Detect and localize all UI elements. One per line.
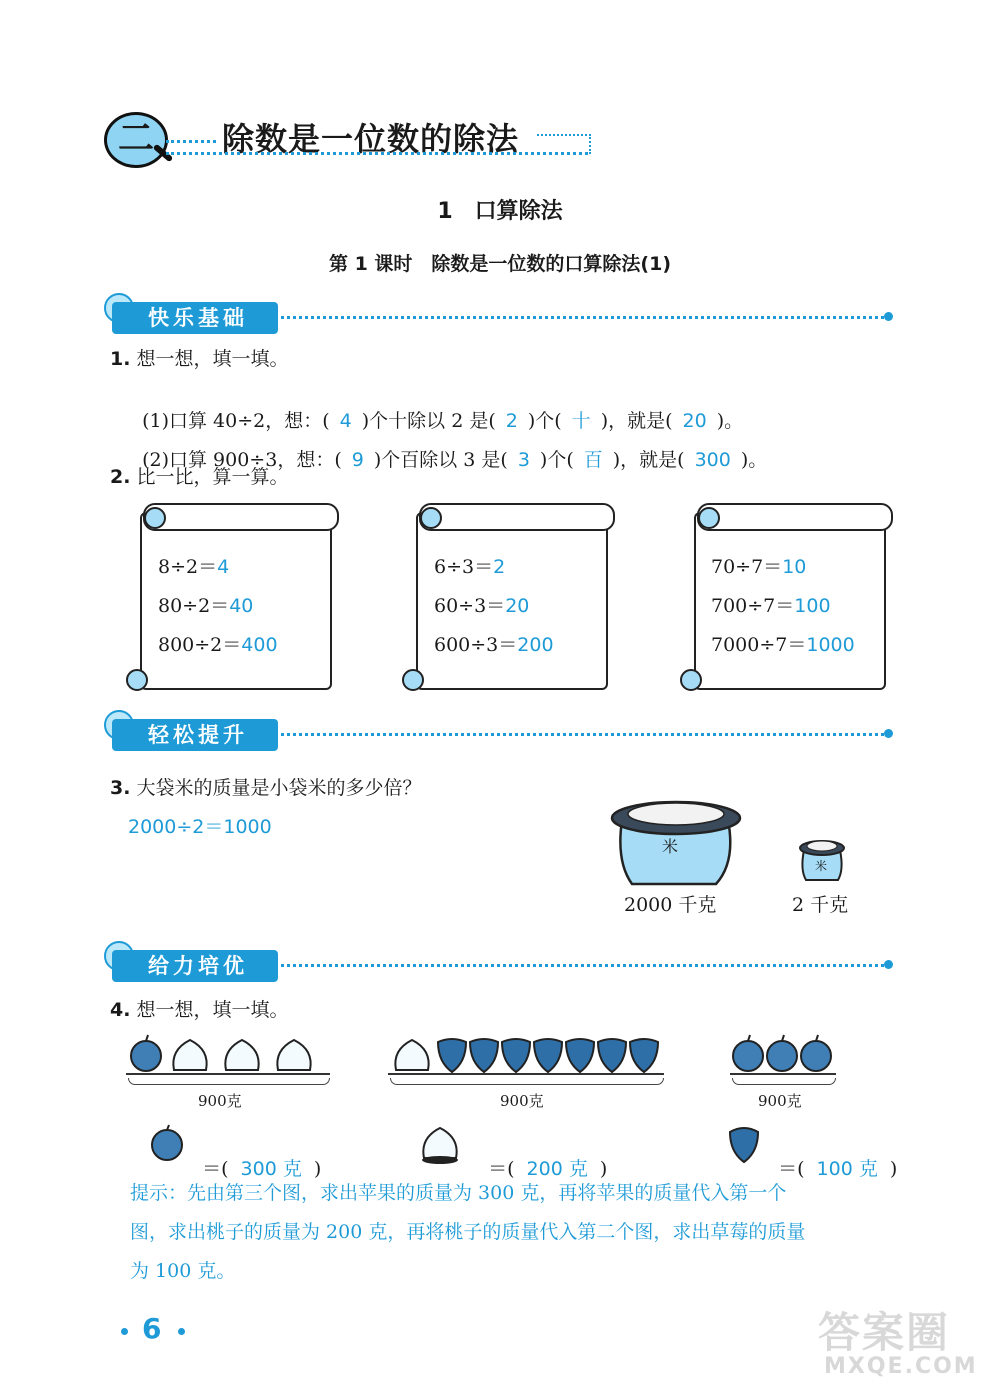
eq-open: ＝( <box>488 1158 515 1180</box>
expr: 800÷2＝ <box>158 634 242 656</box>
expr: 600÷3＝ <box>434 634 518 656</box>
q1-number: 1. <box>110 348 131 370</box>
small-bag-mark: 米 <box>815 859 828 873</box>
big-bag-mark: 米 <box>662 837 679 856</box>
q1-stem <box>110 344 289 371</box>
chapter-title: 除数是一位数的除法 <box>222 120 520 158</box>
apple-icon <box>767 1035 797 1071</box>
scroll-1-row-1 <box>158 552 229 579</box>
apple-answer <box>190 1132 321 1181</box>
eq-close: ) <box>599 1158 608 1180</box>
q1-p1-text-e: )。 <box>716 410 744 432</box>
peach-icon <box>395 1040 428 1070</box>
fruit-group-2 <box>388 1032 664 1076</box>
scroll-top-2 <box>419 503 615 531</box>
weight-brace <box>732 1078 836 1085</box>
group-1-weight: 900克 <box>198 1092 242 1110</box>
eq-open: ＝( <box>778 1158 805 1180</box>
answer: 4 <box>217 556 230 578</box>
q1-p1-text-b: )个十除以 2 是( <box>361 410 496 432</box>
scroll-2-row-3 <box>434 630 554 657</box>
peach-icon <box>173 1040 206 1070</box>
expr: 60÷3＝ <box>434 595 506 617</box>
scroll-2-row-2 <box>434 591 529 618</box>
q1-p1-answer-4: 20 <box>682 410 707 432</box>
banner-end-dot <box>884 960 893 969</box>
strawberry-icon <box>726 1124 762 1164</box>
answer: 200 <box>517 634 554 656</box>
banner-advanced: 给力培优 <box>112 950 278 982</box>
q3-text: 大袋米的质量是小袋米的多少倍？ <box>136 777 422 799</box>
small-bag-caption: 2 千克 <box>792 894 849 916</box>
fruit-group-1 <box>126 1032 330 1076</box>
q1-p2-text-b: )个百除以 3 是( <box>373 449 508 471</box>
strawberry-answer <box>766 1132 897 1181</box>
section-title: 1 口算除法 <box>437 199 563 224</box>
expr: 700÷7＝ <box>711 595 795 617</box>
q4-text: 想一想，填一填。 <box>136 999 289 1021</box>
q1-p1-answer-2: 2 <box>505 410 518 432</box>
eq-close: ) <box>889 1158 898 1180</box>
expr: 7000÷7＝ <box>711 634 807 656</box>
expr: 6÷3＝ <box>434 556 494 578</box>
peach-icon <box>416 1122 464 1164</box>
apple-icon <box>801 1035 831 1071</box>
answer: 10 <box>782 556 807 578</box>
page-dot-right <box>178 1328 185 1335</box>
banner-end-dot <box>884 729 893 738</box>
q2-text: 比一比，算一算。 <box>136 466 289 488</box>
q1-p2-answer-3: 百 <box>583 449 603 471</box>
q3-stem <box>110 773 422 800</box>
group-3-weight: 900克 <box>758 1092 802 1110</box>
answer: 400 <box>241 634 278 656</box>
banner-improve: 轻松提升 <box>112 719 278 751</box>
peach-weight-answer: 200 克 <box>526 1158 588 1180</box>
chapter-dotted-line <box>166 152 588 155</box>
watermark-logo: 答案圈 <box>818 1308 951 1357</box>
scroll-1-row-2 <box>158 591 253 618</box>
strawberry-icon <box>502 1039 530 1072</box>
hint-line-3: 为 100 克。 <box>130 1260 236 1282</box>
strawberry-icon <box>534 1039 562 1072</box>
answer: 100 <box>794 595 831 617</box>
peach-icon <box>225 1040 258 1070</box>
q2-number: 2. <box>110 466 131 488</box>
q1-p2-text-c: )个( <box>539 449 574 471</box>
scroll-curl-icon <box>402 669 424 691</box>
apple-icon <box>733 1035 763 1071</box>
weight-brace <box>390 1078 664 1085</box>
hint-line-2: 图，求出桃子的质量为 200 克，再将桃子的质量代入第二个图，求出草莓的质量 <box>130 1221 806 1243</box>
weight-brace <box>128 1078 330 1085</box>
q1-p2-text-e: )。 <box>740 449 768 471</box>
answer: 20 <box>505 595 530 617</box>
q3-number: 3. <box>110 777 131 799</box>
expr: 80÷2＝ <box>158 595 230 617</box>
scroll-1-row-3 <box>158 630 278 657</box>
q4-number: 4. <box>110 999 131 1021</box>
q1-p2-text-d: )，就是( <box>612 449 685 471</box>
watermark-url: MXQE.COM <box>824 1354 978 1379</box>
apple-weight-answer: 300 克 <box>240 1158 302 1180</box>
scroll-3-row-1 <box>711 552 806 579</box>
big-bag-caption: 2000 千克 <box>624 894 717 916</box>
answer: 2 <box>493 556 506 578</box>
answer: 1000 <box>806 634 855 656</box>
scroll-top-1 <box>143 503 339 531</box>
q1-p1-text-d: )，就是( <box>600 410 673 432</box>
strawberry-icon <box>598 1039 626 1072</box>
q1-p1-text-c: )个( <box>527 410 562 432</box>
scroll-3-row-2 <box>711 591 831 618</box>
banner-dotted-line <box>250 316 884 319</box>
apple-icon <box>131 1035 161 1071</box>
strawberry-icon <box>470 1039 498 1072</box>
page-number: 6 <box>142 1312 162 1345</box>
q1-p2-answer-2: 3 <box>517 449 530 471</box>
scroll-curl-icon <box>698 507 720 529</box>
peach-icon <box>277 1040 310 1070</box>
banner-dotted-line <box>250 964 884 967</box>
q1-p2-answer-4: 300 <box>694 449 731 471</box>
eq-open: ＝( <box>202 1158 229 1180</box>
fruit-group-3 <box>730 1032 836 1076</box>
scroll-top-3 <box>697 503 893 531</box>
strawberry-icon <box>566 1039 594 1072</box>
scroll-curl-icon <box>420 507 442 529</box>
scroll-curl-icon <box>126 669 148 691</box>
expr: 8÷2＝ <box>158 556 218 578</box>
lesson-title: 第 1 课时 除数是一位数的口算除法(1) <box>328 253 672 275</box>
strawberry-icon <box>438 1039 466 1072</box>
answer: 40 <box>229 595 254 617</box>
banner-end-dot <box>884 312 893 321</box>
q1-text: 想一想，填一填。 <box>136 348 289 370</box>
chapter-number: 二 <box>117 118 154 159</box>
q1-p2-answer-1: 9 <box>351 449 364 471</box>
hint-line-1: 提示：先由第三个图，求出苹果的质量为 300 克，再将苹果的质量代入第一个 <box>130 1182 787 1204</box>
scroll-curl-icon <box>680 669 702 691</box>
banner-dotted-line <box>250 733 884 736</box>
page-dot-left <box>121 1328 128 1335</box>
q3-answer: 2000÷2＝1000 <box>128 816 272 838</box>
q1-p2-text-a: (2)口算 900÷3，想：( <box>142 449 342 471</box>
scroll-curl-icon <box>144 507 166 529</box>
q4-stem <box>110 995 289 1022</box>
peach-answer <box>476 1132 607 1181</box>
eq-close: ) <box>313 1158 322 1180</box>
strawberry-icon <box>630 1039 658 1072</box>
q2-stem <box>110 462 289 489</box>
q1-p1-text-a: (1)口算 40÷2，想：( <box>142 410 330 432</box>
chapter-dotted-line-left <box>166 140 216 143</box>
apple-icon <box>150 1124 184 1162</box>
group-2-weight: 900克 <box>500 1092 544 1110</box>
expr: 70÷7＝ <box>711 556 783 578</box>
banner-basic: 快乐基础 <box>112 302 278 334</box>
q1-p1-answer-3: 十 <box>571 410 591 432</box>
scroll-3-row-3 <box>711 630 855 657</box>
chapter-dotted-end <box>537 134 591 154</box>
scroll-2-row-1 <box>434 552 505 579</box>
q1-p1-answer-1: 4 <box>339 410 352 432</box>
strawberry-weight-answer: 100 克 <box>816 1158 878 1180</box>
